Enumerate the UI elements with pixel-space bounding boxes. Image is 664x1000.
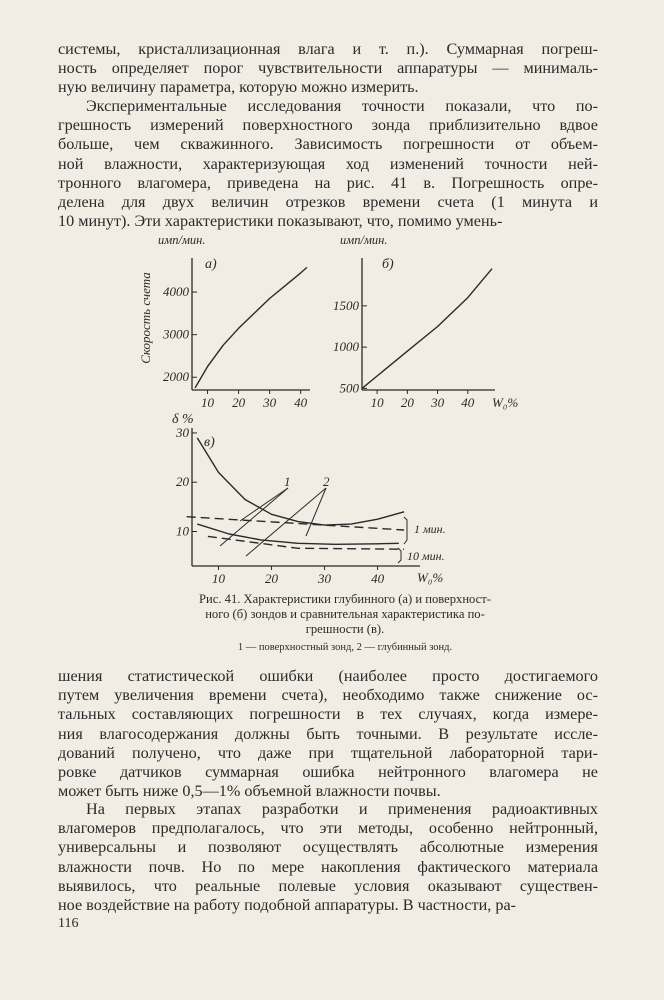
panel-a-unit-label: имп/мин. bbox=[158, 233, 206, 247]
paragraph-4 bbox=[58, 800, 598, 915]
panel-c-x-tick-label: 20 bbox=[265, 571, 279, 586]
panel-c-series-3-line bbox=[187, 517, 404, 530]
paragraph-3 bbox=[58, 667, 598, 801]
text-line: На первых этапах разработки и применения радиоактивных bbox=[86, 800, 598, 818]
panel-a-y-tick-label: 4000 bbox=[163, 284, 189, 300]
text-line: дований получено, что даже при тщательной лабораторной тари- bbox=[58, 743, 598, 762]
text-line: ную величину параметра, которую можно измерить. bbox=[58, 78, 419, 97]
panel-b-x-tick-label: 40 bbox=[461, 395, 475, 410]
text-line: грешность измерений поверхностного зонда приблизительно вдвое bbox=[58, 116, 598, 135]
text-line: ность определяет порог чувствительности аппаратуры — минималь- bbox=[58, 59, 598, 78]
panel-b-label: б) bbox=[382, 257, 394, 272]
text-line: больше, чем скважинного. Зависимость погрешности от объем- bbox=[58, 135, 598, 154]
text-line: может быть ниже 0,5—1% объемной влажности почвы. bbox=[58, 782, 441, 801]
panel-c-x-tick-label: 40 bbox=[371, 571, 385, 586]
text-line: шения статистической ошибки (наиболее просто достигаемого bbox=[58, 667, 598, 685]
figure-legend: 1 — поверхностный зонд, 2 — глубинный зонд. bbox=[237, 642, 453, 653]
caption-line: ного (б) зондов и сравнительная характеристика по- bbox=[205, 607, 485, 621]
panel-c bbox=[172, 412, 446, 586]
panel-b-x-tick-label: 10 bbox=[370, 395, 384, 410]
curve-label-1: 1 bbox=[284, 474, 291, 489]
panel-b bbox=[333, 233, 518, 410]
curve-label-2: 2 bbox=[323, 474, 330, 489]
panel-a-series-1-line bbox=[195, 267, 307, 388]
text-line: Экспериментальные исследования точности показали, что по- bbox=[86, 97, 598, 115]
panel-b-y-tick-label: 1000 bbox=[333, 339, 359, 355]
panel-b-x-tick-label: 20 bbox=[400, 395, 414, 410]
caption-line: Рис. 41. Характеристики глубинного (а) и поверхност- bbox=[199, 592, 491, 606]
caption-line: грешности (в). bbox=[305, 622, 385, 636]
panel-a-y-tick-label: 2000 bbox=[163, 369, 189, 385]
text-line: путем увеличения времени счета), необходимо также снижение ос- bbox=[58, 686, 598, 705]
panel-b-x-suffix: W₀% bbox=[492, 395, 519, 410]
text-line: ния влагосодержания должны быть точными. В результате иссле- bbox=[58, 724, 598, 743]
text-line: ровке датчиков суммарная ошибка нейтронного влагомера не bbox=[58, 763, 598, 782]
panel-c-series-1-line bbox=[197, 438, 404, 525]
panel-b-y-tick-label: 500 bbox=[339, 380, 359, 396]
panel-c-x-suffix: W₀% bbox=[417, 570, 444, 585]
panel-a-x-tick-label: 20 bbox=[232, 395, 246, 410]
panel-c-series-4-line bbox=[208, 536, 404, 549]
panel-a bbox=[138, 233, 310, 410]
panel-a-y-tick-label: 3000 bbox=[163, 326, 189, 342]
text-line: ной влажности, характеризующая ход изменений точности ней- bbox=[58, 154, 598, 173]
figure-caption bbox=[150, 592, 540, 637]
panel-b-y-tick-label: 1500 bbox=[333, 297, 359, 313]
panel-b-series-1-line bbox=[362, 269, 492, 389]
panel-b-unit-label: имп/мин. bbox=[340, 233, 388, 247]
text-line: 10 минут). Эти характеристики показывают, что, помимо умень- bbox=[58, 212, 503, 231]
panel-a-label: а) bbox=[205, 257, 217, 272]
text-line: делена для двух величин отрезков времени счета (1 минута и bbox=[58, 193, 598, 212]
bracket-label-1min: 1 мин. bbox=[414, 522, 446, 536]
panel-c-y-tick-label: 10 bbox=[176, 523, 189, 539]
text-line: влагомеров предполагалось, что эти методы, особенно нейтронный, bbox=[58, 819, 598, 838]
panel-c-y-tick-label: 30 bbox=[176, 424, 189, 440]
panel-a-x-tick-label: 40 bbox=[294, 395, 308, 410]
panel-c-x-tick-label: 10 bbox=[212, 571, 226, 586]
text-line: ное воздействие на работу подобной аппаратуры. В частности, ра- bbox=[58, 896, 517, 915]
panel-c-y-axis-label: δ % bbox=[172, 412, 194, 427]
text-line: системы, кристаллизационная влага и т. п.). Суммарная погреш- bbox=[58, 40, 598, 58]
text-line: тальных составляющих погрешности в тех случаях, когда измере- bbox=[58, 705, 598, 724]
page-number: 116 bbox=[58, 916, 79, 931]
panel-c-y-tick-label: 20 bbox=[176, 474, 189, 490]
panel-c-x-tick-label: 30 bbox=[318, 571, 332, 586]
panel-a-y-axis-label: Скорость счета bbox=[138, 272, 153, 364]
text-line: универсальны и позволяют осуществлять абсолютные измерения bbox=[58, 838, 598, 857]
panel-a-x-tick-label: 30 bbox=[263, 395, 277, 410]
text-line: тронного влагомера, приведена на рис. 41 в. Погрешность опре- bbox=[58, 173, 598, 192]
text-line: выявилось, что реальные полевые условия оказывают существен- bbox=[58, 876, 598, 895]
bracket-label-10min: 10 мин. bbox=[407, 549, 445, 563]
panel-b-x-tick-label: 30 bbox=[431, 395, 445, 410]
panel-c-label: в) bbox=[204, 435, 215, 450]
text-line: влажности почв. Но по мере накопления фактического материала bbox=[58, 857, 598, 876]
panel-a-x-tick-label: 10 bbox=[201, 395, 215, 410]
